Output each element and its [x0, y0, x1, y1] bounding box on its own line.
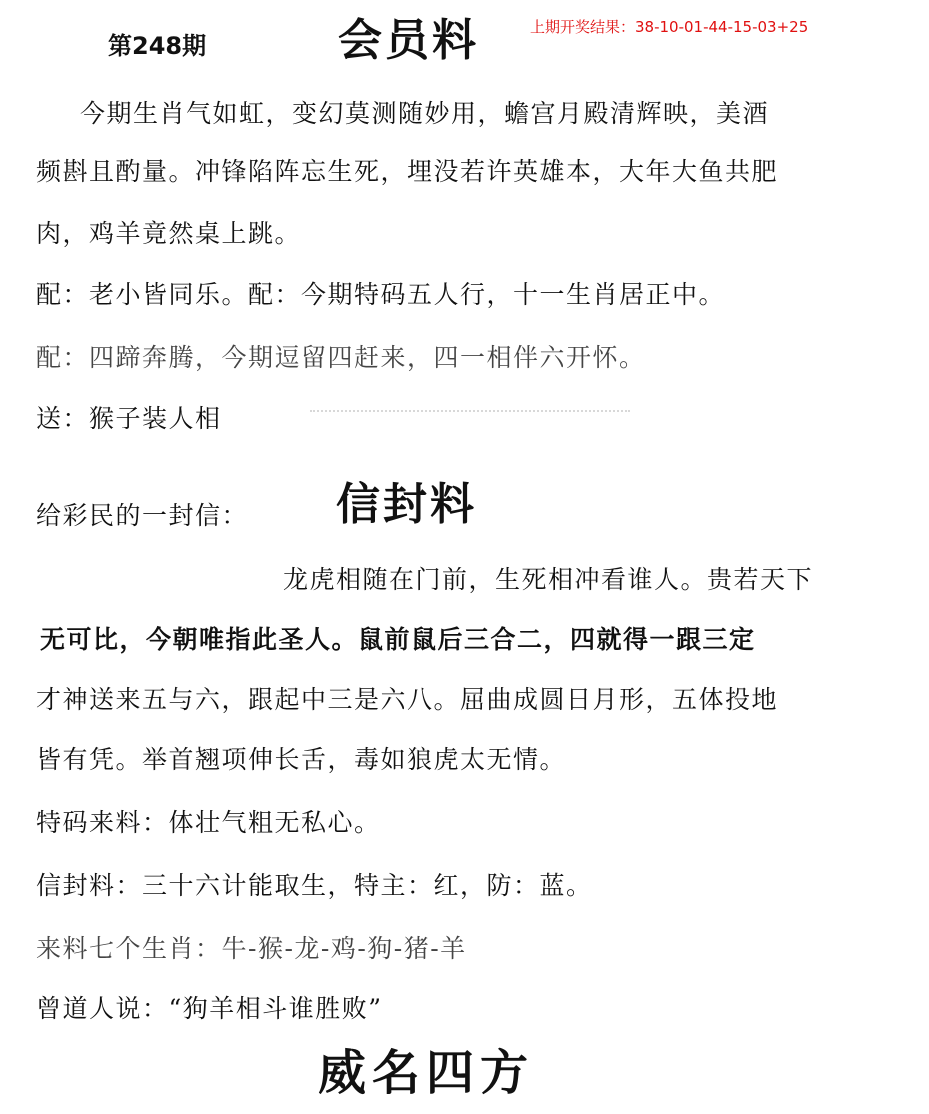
- letter-section-title: 信封料: [336, 479, 477, 530]
- pei-line-1: 配：老小皆同乐。配：今期特码五人行，十一生肖居正中。: [36, 280, 726, 309]
- seven-zodiac-line: 来料七个生肖：牛-猴-龙-鸡-狗-猪-羊: [36, 934, 467, 963]
- last-draw-result: [530, 16, 808, 37]
- tema-line: 特码来料：体壮气粗无私心。: [36, 808, 381, 837]
- letter-line: 才神送来五与六，跟起中三是六八。屈曲成圆日月形，五体投地: [36, 685, 779, 714]
- member-poem-line: 肉，鸡羊竟然桌上跳。: [36, 219, 302, 248]
- faint-divider: [310, 410, 630, 415]
- member-poem-line: 今期生肖气如虹，变幻莫测随妙用，蟾宫月殿清辉映，美酒: [80, 99, 770, 128]
- last-draw-numbers: 38-10-01-44-15-03+25: [635, 18, 809, 36]
- pei-line-2: 配：四蹄奔腾，今期逗留四赶来，四一相伴六开怀。: [36, 343, 646, 372]
- letter-line: 无可比，今朝唯指此圣人。鼠前鼠后三合二，四就得一跟三定: [40, 625, 756, 654]
- saying-line: 曾道人说：“狗羊相斗谁胜败”: [36, 994, 383, 1023]
- last-draw-label: 上期开奖结果：: [530, 18, 636, 36]
- letter-intro: 给彩民的一封信：: [36, 501, 249, 530]
- xinfeng-line: 信封料：三十六计能取生，特主：红，防：蓝。: [36, 871, 593, 900]
- issue-number: 第248期: [108, 32, 207, 60]
- member-poem-line: 频斟且酌量。冲锋陷阵忘生死，埋没若许英雄本，大年大鱼共肥: [36, 157, 779, 186]
- letter-line: 龙虎相随在门前，生死相冲看谁人。贵若天下: [283, 565, 814, 594]
- footer-title: 威名四方: [318, 1045, 535, 1101]
- member-section-title: 会员料: [338, 15, 479, 66]
- song-line: 送：猴子装人相: [36, 404, 222, 433]
- letter-line: 皆有凭。举首翘项伸长舌，毒如狼虎太无情。: [36, 745, 567, 774]
